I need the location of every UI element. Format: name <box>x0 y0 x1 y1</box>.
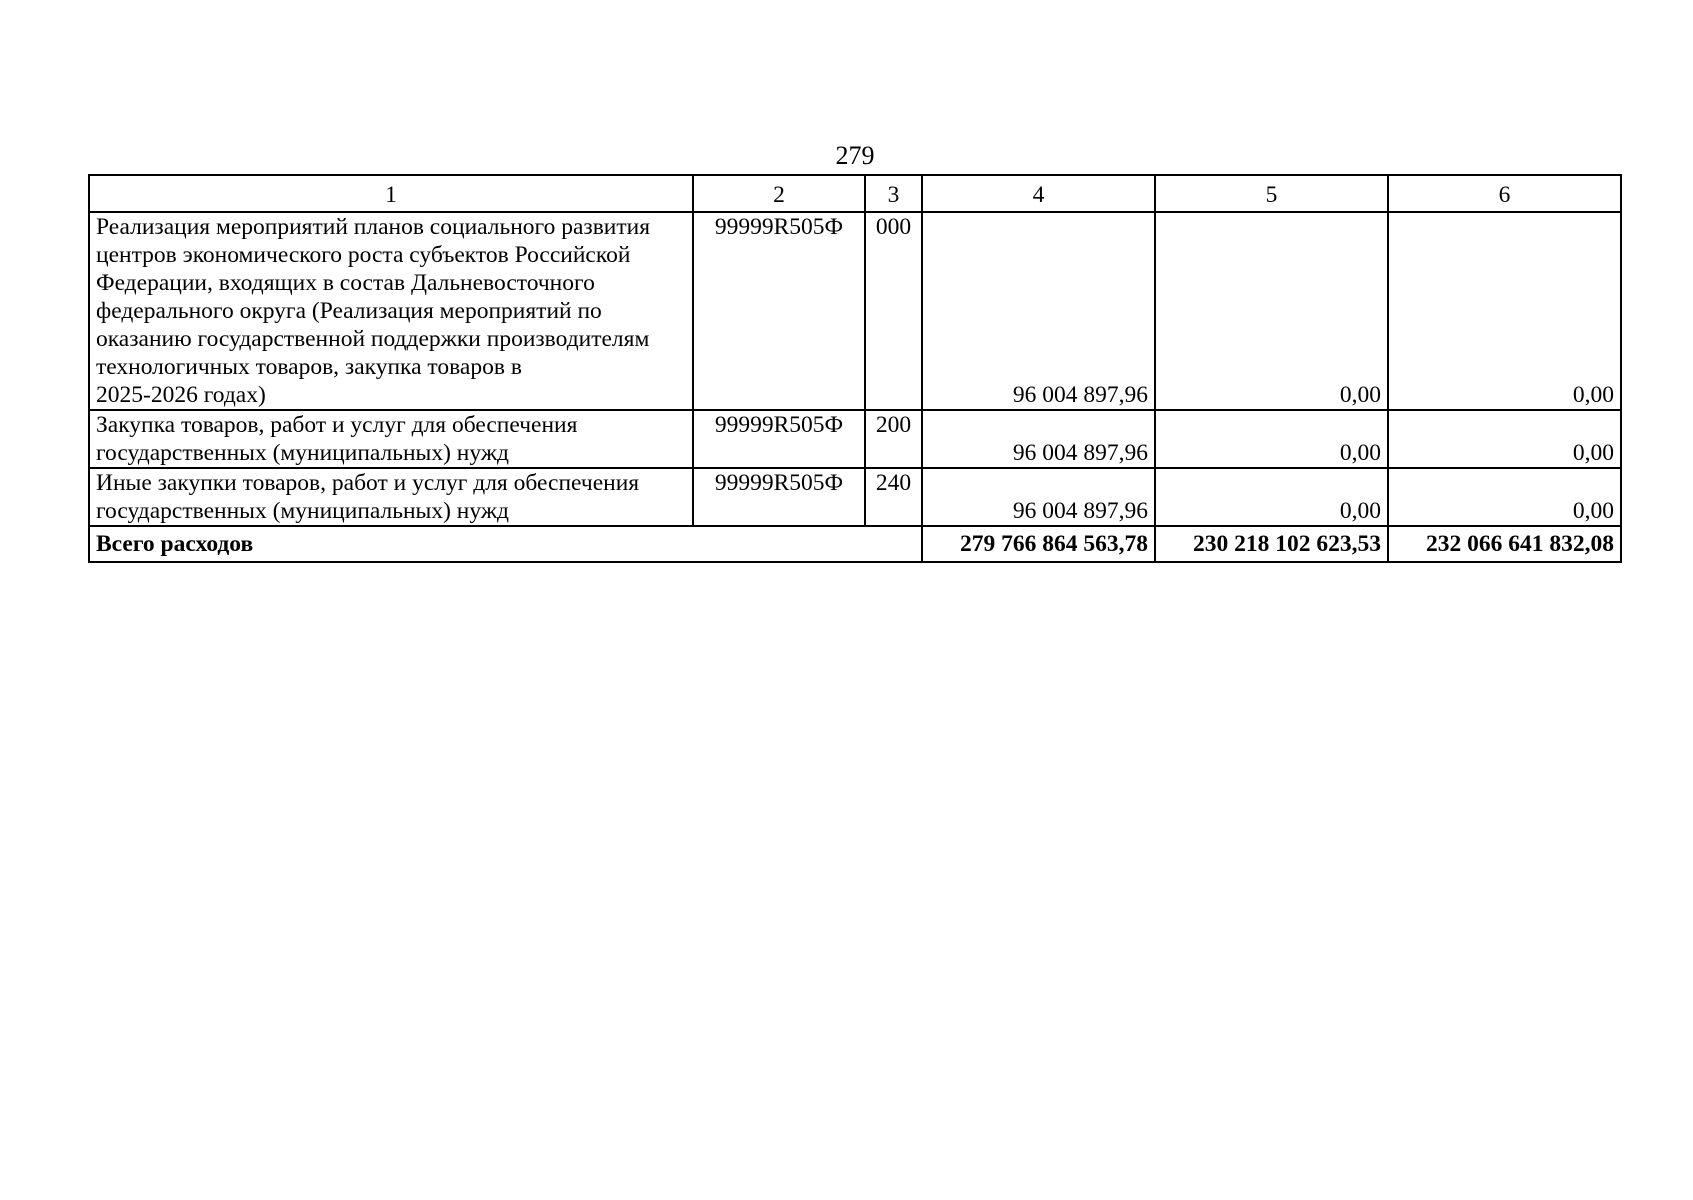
column-header: 1 <box>89 175 693 212</box>
row-kind: 200 <box>865 410 922 468</box>
table-row <box>89 468 1621 526</box>
description-line: центров экономического роста субъектов Российской <box>96 242 631 268</box>
row-amount-col5: 0,00 <box>1155 410 1388 468</box>
row-amount-col5: 0,00 <box>1155 468 1388 526</box>
column-header: 3 <box>865 175 922 212</box>
description-line: государственных (муниципальных) нужд <box>96 498 510 524</box>
description-line: технологичных товаров, закупка товаров в <box>96 354 522 380</box>
row-code: 99999R505Ф <box>693 468 865 526</box>
description-line: Закупка товаров, работ и услуг для обеспечения <box>96 412 578 438</box>
column-header: 5 <box>1155 175 1388 212</box>
total-row <box>89 526 1621 562</box>
total-amount-col6: 232 066 641 832,08 <box>1388 526 1621 562</box>
total-label: Всего расходов <box>89 526 922 562</box>
total-amount-col4: 279 766 864 563,78 <box>922 526 1155 562</box>
table-row <box>89 410 1621 468</box>
row-kind: 000 <box>865 212 922 410</box>
row-amount-col6: 0,00 <box>1388 468 1621 526</box>
row-amount-col4: 96 004 897,96 <box>922 468 1155 526</box>
description-line: Иные закупки товаров, работ и услуг для обеспечения <box>96 470 640 496</box>
row-amount-col5: 0,00 <box>1155 212 1388 410</box>
column-header: 4 <box>922 175 1155 212</box>
description-line: Реализация мероприятий планов социального развития <box>96 214 651 240</box>
row-description <box>89 468 693 526</box>
row-amount-col6: 0,00 <box>1388 410 1621 468</box>
row-amount-col6: 0,00 <box>1388 212 1621 410</box>
description-line: оказанию государственной поддержки производителям <box>96 326 650 352</box>
row-code: 99999R505Ф <box>693 410 865 468</box>
description-line: федерального округа (Реализация мероприятий по <box>96 298 602 324</box>
budget-table <box>88 174 1622 563</box>
row-description <box>89 212 693 410</box>
table-header-row <box>89 175 1621 212</box>
page-number: 279 <box>835 141 875 170</box>
row-code: 99999R505Ф <box>693 212 865 410</box>
description-line: Федерации, входящих в состав Дальневосточного <box>96 270 595 296</box>
table-row <box>89 212 1621 410</box>
row-description <box>89 410 693 468</box>
description-line: государственных (муниципальных) нужд <box>96 440 510 466</box>
total-amount-col5: 230 218 102 623,53 <box>1155 526 1388 562</box>
row-kind: 240 <box>865 468 922 526</box>
column-header: 2 <box>693 175 865 212</box>
row-amount-col4: 96 004 897,96 <box>922 410 1155 468</box>
description-line: 2025-2026 годах) <box>96 382 266 408</box>
row-amount-col4: 96 004 897,96 <box>922 212 1155 410</box>
column-header: 6 <box>1388 175 1621 212</box>
